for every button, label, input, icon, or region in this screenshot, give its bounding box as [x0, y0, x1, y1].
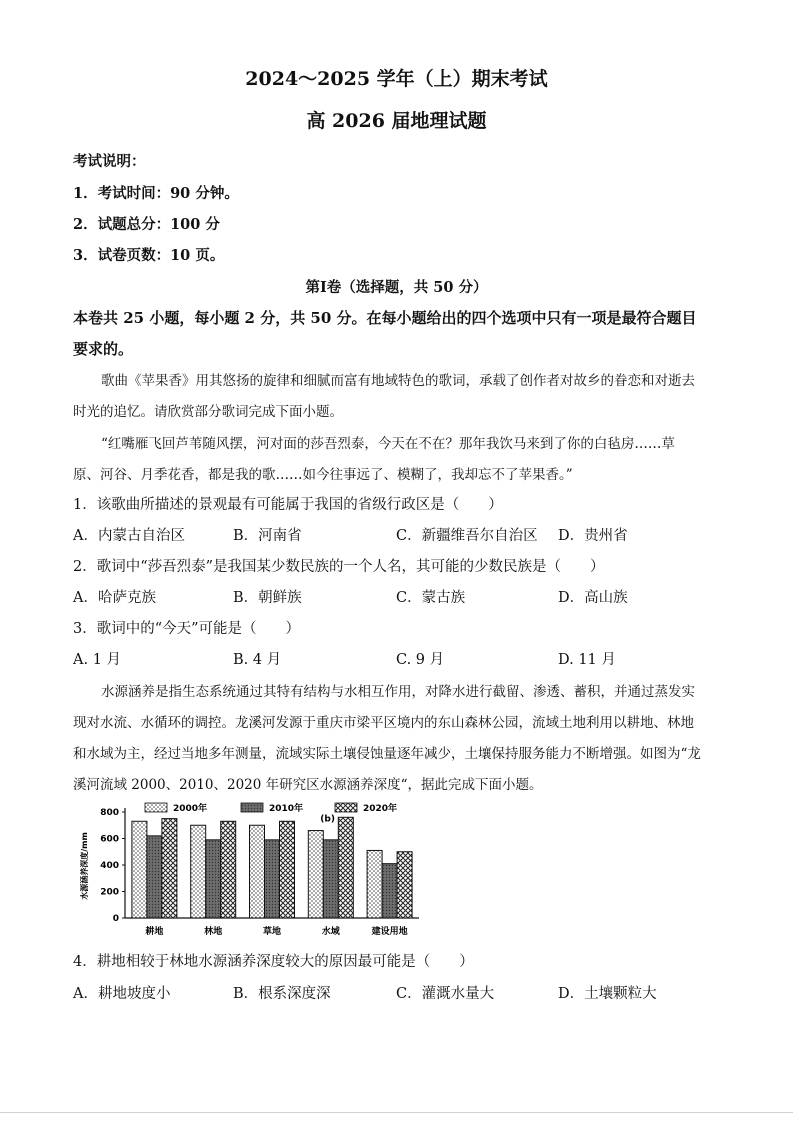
- bar-2000年-草地: [250, 825, 265, 918]
- exam-title: 2024～2025 学年（上）期末考试: [245, 68, 548, 90]
- legend-label-2020: 2020年: [363, 804, 398, 814]
- passage-text: 溪河流域 2000、2010、2020 年研究区水源涵养深度“，据此完成下面小题。: [73, 777, 543, 793]
- bar-2010年-建设用地: [382, 864, 397, 918]
- bar-2010年-耕地: [147, 836, 162, 918]
- bar-2010年-水域: [323, 840, 338, 918]
- water-conservation-chart: [73, 798, 423, 938]
- option-a[interactable]: A．内蒙古自治区: [73, 528, 185, 544]
- x-tick-label: 建设用地: [371, 927, 408, 937]
- option-c[interactable]: C．蒙古族: [396, 590, 466, 606]
- legend-label-2010: 2010年: [269, 804, 304, 814]
- passage-text: 现对水流、水循环的调控。龙溪河发源于重庆市梁平区境内的东山森林公园，流域土地利用以耕地、林地: [73, 715, 694, 731]
- bar-2000年-建设用地: [367, 850, 382, 918]
- bar-2010年-林地: [206, 840, 221, 918]
- instruction-item: 2．试题总分：100 分: [73, 216, 220, 233]
- passage-text: 原、河谷、月季花香，都是我的歌……如今往事远了、模糊了，我却忘不了苹果香。”: [73, 467, 573, 483]
- exam-subtitle: 高 2026 届地理试题: [306, 110, 487, 132]
- question-stem: 4．耕地相较于林地水源涵养深度较大的原因最可能是（ ）: [73, 954, 474, 970]
- chart-annotation: (b): [320, 814, 335, 825]
- passage-text: 和水域为主，经过当地多年测量，流域实际土壤侵蚀量逐年减少，土壤保持服务能力不断增强。如图为“龙: [73, 746, 701, 762]
- option-c[interactable]: C. 9 月: [396, 652, 445, 668]
- bar-2000年-水域: [308, 831, 323, 918]
- page-bottom-rule: [0, 1112, 793, 1113]
- x-tick-label: 林地: [204, 927, 223, 937]
- instructions-heading: 考试说明：: [73, 153, 146, 170]
- x-tick-label: 水域: [321, 927, 340, 937]
- legend-label-2000: 2000年: [173, 804, 208, 814]
- bar-2020年-耕地: [162, 819, 177, 918]
- legend-swatch-2010: [241, 803, 263, 812]
- bar-2020年-草地: [280, 821, 295, 918]
- option-b[interactable]: B．河南省: [233, 528, 302, 544]
- option-d[interactable]: D．高山族: [558, 590, 628, 606]
- y-axis-label: 水源涵养深度/mm: [80, 832, 89, 900]
- instruction-item: 3．试卷页数：10 页。: [73, 247, 225, 264]
- option-a[interactable]: A. 1 月: [73, 652, 122, 668]
- bar-2010年-草地: [265, 840, 280, 918]
- option-b[interactable]: B．根系深度深: [233, 986, 331, 1002]
- x-tick-label: 草地: [262, 927, 282, 937]
- section-desc: 要求的。: [73, 340, 134, 358]
- x-tick-label: 耕地: [145, 927, 164, 937]
- y-tick-label: 200: [100, 887, 119, 898]
- bar-2020年-建设用地: [397, 852, 412, 918]
- option-d[interactable]: D．土壤颗粒大: [558, 986, 657, 1002]
- option-d[interactable]: D. 11 月: [558, 652, 616, 668]
- question-stem: 2．歌词中“莎吾烈泰”是我国某少数民族的一个人名，其可能的少数民族是（ ）: [73, 559, 605, 575]
- question-stem: 1．该歌曲所描述的景观最有可能属于我国的省级行政区是（ ）: [73, 497, 503, 513]
- option-c[interactable]: C．灌溉水量大: [396, 986, 495, 1002]
- y-tick-label: 800: [100, 808, 119, 818]
- section-desc: 本卷共 25 小题，每小题 2 分，共 50 分。在每小题给出的四个选项中只有一项是最符合题目: [73, 309, 697, 327]
- bar-2000年-耕地: [132, 821, 147, 918]
- y-tick-label: 600: [100, 834, 119, 845]
- passage-text: 时光的追忆。请欣赏部分歌词完成下面小题。: [73, 404, 343, 420]
- bar-2020年-水域: [338, 817, 353, 918]
- option-b[interactable]: B．朝鲜族: [233, 590, 302, 606]
- passage-text: 水源涵养是指生态系统通过其特有结构与水相互作用，对降水进行截留、渗透、蓄积，并通过蒸发实: [101, 684, 695, 700]
- instruction-item: 1．考试时间：90 分钟。: [73, 185, 239, 202]
- bar-2000年-林地: [191, 825, 206, 918]
- option-a[interactable]: A．耕地坡度小: [73, 986, 171, 1002]
- option-d[interactable]: D．贵州省: [558, 528, 628, 544]
- y-tick-label: 400: [100, 861, 119, 871]
- option-a[interactable]: A．哈萨克族: [73, 590, 156, 606]
- question-stem: 3．歌词中的“今天”可能是（ ）: [73, 621, 301, 637]
- bar-2020年-林地: [221, 821, 236, 918]
- passage-text: 歌曲《苹果香》用其悠扬的旋律和细腻而富有地域特色的歌词，承载了创作者对故乡的眷恋和对逝去: [101, 373, 695, 389]
- passage-text: “红嘴雁飞回芦苇随风摆，河对面的莎吾烈泰，今天在不在？那年我饮马来到了你的白毡房……草: [101, 436, 675, 452]
- legend-swatch-2000: [145, 803, 167, 812]
- option-b[interactable]: B. 4 月: [233, 652, 282, 668]
- section-title: 第Ⅰ卷（选择题，共 50 分）: [305, 279, 488, 296]
- legend-swatch-2020: [335, 803, 357, 812]
- option-c[interactable]: C．新疆维吾尔自治区: [396, 528, 538, 544]
- y-tick-label: 0: [112, 914, 119, 924]
